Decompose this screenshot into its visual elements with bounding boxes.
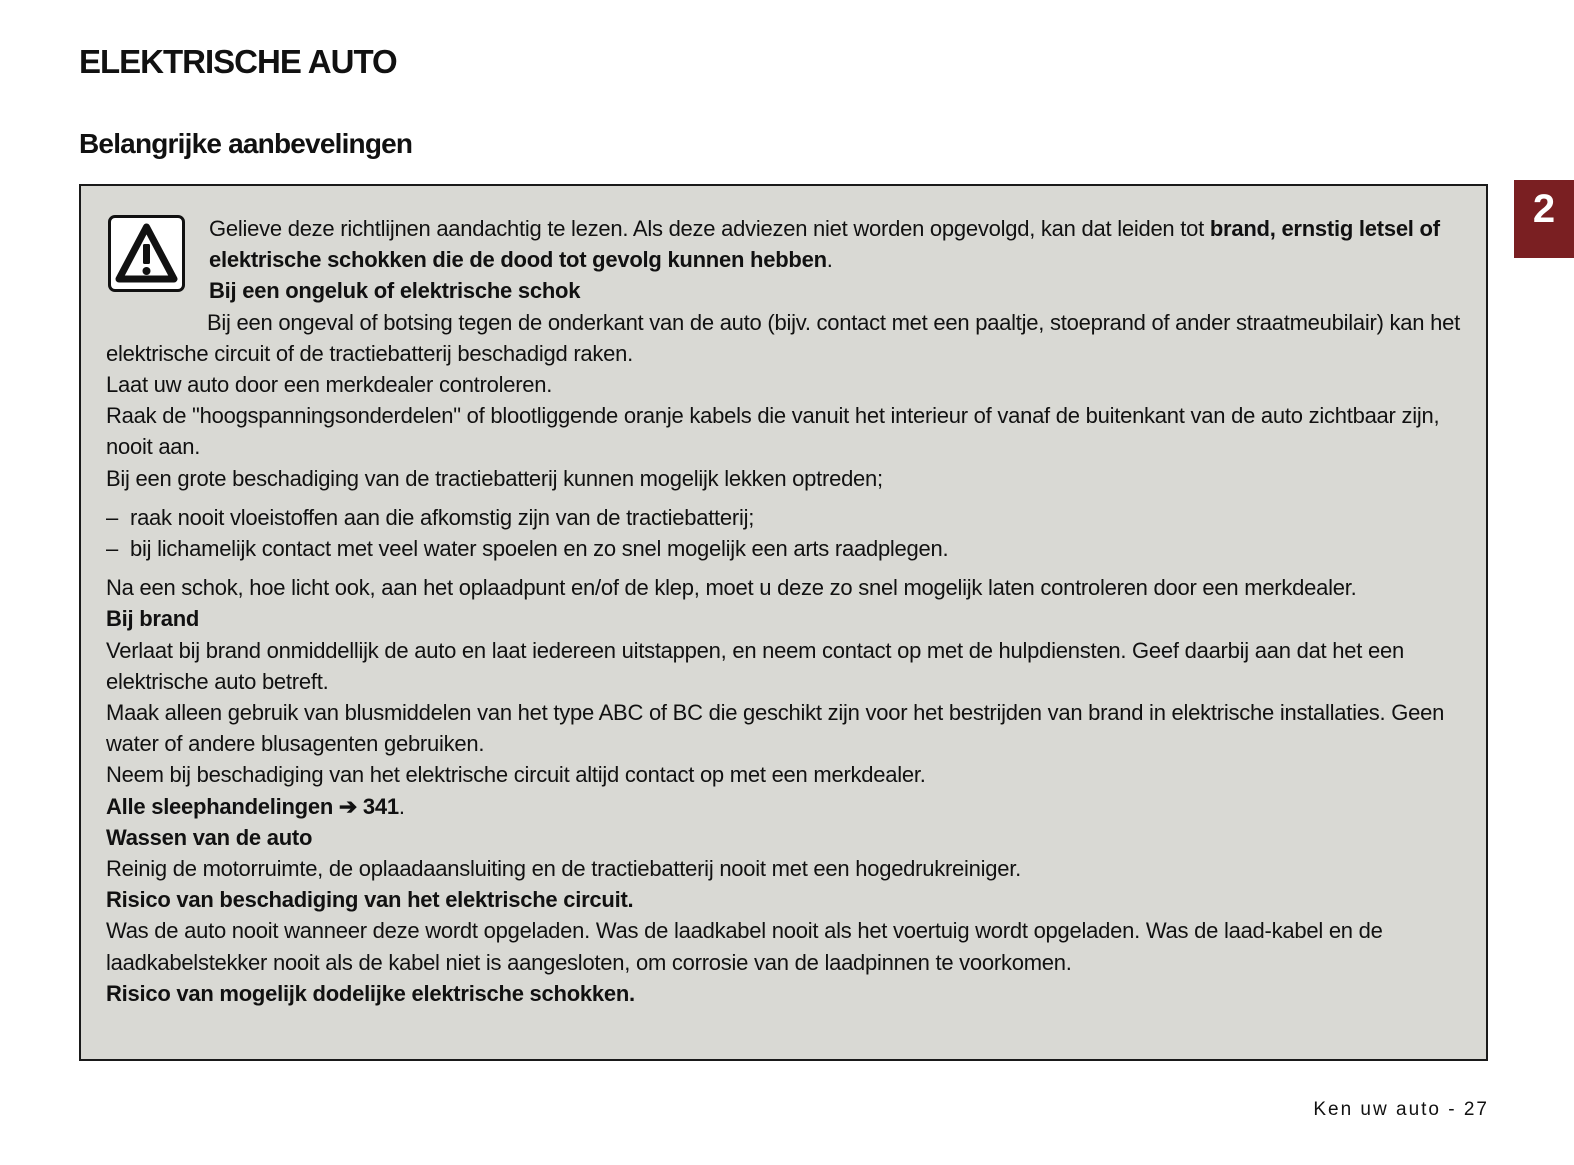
check-text: Laat uw auto door een merkdealer controleren. (106, 372, 553, 398)
fire-heading: Bij brand (106, 606, 200, 632)
fire-text: Verlaat bij brand onmiddellijk de auto en laat iedereen uitstappen, en neem contact op met de hulpdiensten. Geef daarbij aan dat het een elektrische auto betreft. (106, 637, 1404, 694)
washing-heading: Wassen van de auto (106, 824, 313, 850)
bullet-dash: – (106, 504, 118, 530)
damage-text: Neem bij beschadiging van het elektrische circuit altijd contact op met een merkdealer. (106, 762, 926, 788)
washing-text: Reinig de motorruimte, de oplaadaansluiting en de tractiebatterij nooit met een hogedrukreiniger. (106, 856, 1021, 882)
extinguish-text: Maak alleen gebruik van blusmiddelen van het type ABC of BC die geschikt zijn voor het bestrijden van brand in elektrische installaties. Geen water of andere blusagenten gebruiken. (106, 700, 1445, 757)
precaution-list (106, 502, 1466, 564)
accident-text: Bij een ongeval of botsing tegen de onderkant van de auto (bijv. contact met een paaltje, stoeprand of ander straatmeubilair) kan het elektrische circuit of de tractiebatterij beschadigd raken. (106, 309, 1460, 366)
shock-text: Na een schok, hoe licht ook, aan het oplaadpunt en/of de klep, moet u deze zo snel mogelijk laten controleren door een merkdealer. (106, 575, 1357, 601)
intro-bold-text: brand, ernstig letsel of elektrische schokken die de dood tot gevolg kunnen hebben (209, 216, 1440, 273)
list-item-text: bij lichamelijk contact met veel water spoelen en zo snel mogelijk een arts raadplegen. (130, 536, 949, 562)
warning-triangle-icon (108, 215, 185, 292)
intro-text: Gelieve deze richtlijnen aandachtig te lezen. Als deze adviezen niet worden opgevolgd, kan dat leiden tot (209, 216, 1210, 241)
towing-end: . (398, 793, 405, 819)
towing-link[interactable]: Alle sleephandelingen ➔ 341 (106, 793, 399, 819)
chapter-number: 2 (1532, 187, 1556, 231)
cables-text: Raak de "hoogspanningsonderdelen" of blootliggende oranje kabels die vanuit het interieur of vanaf de buitenkant van de auto zichtbaar zijn, nooit aan. (106, 403, 1440, 460)
leak-text: Bij een grote beschadiging van de tractiebatterij kunnen mogelijk lekken optreden; (106, 465, 883, 491)
bullet-dash: – (106, 536, 118, 562)
intro-paragraph (106, 213, 1466, 275)
circuit-risk-heading: Risico van beschadiging van het elektrische circuit. (106, 887, 634, 913)
shock-risk-heading: Risico van mogelijk dodelijke elektrische schokken. (106, 980, 635, 1006)
accident-heading: Bij een ongeluk of elektrische schok (209, 278, 581, 304)
section-title: Belangrijke aanbevelingen (79, 128, 413, 159)
circuit-risk-text: Was de auto nooit wanneer deze wordt opgeladen. Was de laadkabel nooit als het voertuig wordt opgeladen. Was de laad-kabel en de laadkabelstekker nooit als de kabel niet is aangesloten, om corrosie van de laadpinnen te voorkomen. (106, 918, 1383, 975)
warning-box (79, 184, 1488, 1061)
list-item (106, 533, 1466, 564)
page-footer: Ken uw auto - 27 (1313, 1099, 1489, 1120)
intro-end: . (826, 247, 833, 273)
list-item-text: raak nooit vloeistoffen aan die afkomstig zijn van de tractiebatterij; (130, 504, 755, 530)
towing-reference (106, 791, 1466, 822)
page-title: ELEKTRISCHE AUTO (79, 43, 397, 80)
list-item (106, 502, 1466, 533)
chapter-tab (1514, 180, 1574, 258)
